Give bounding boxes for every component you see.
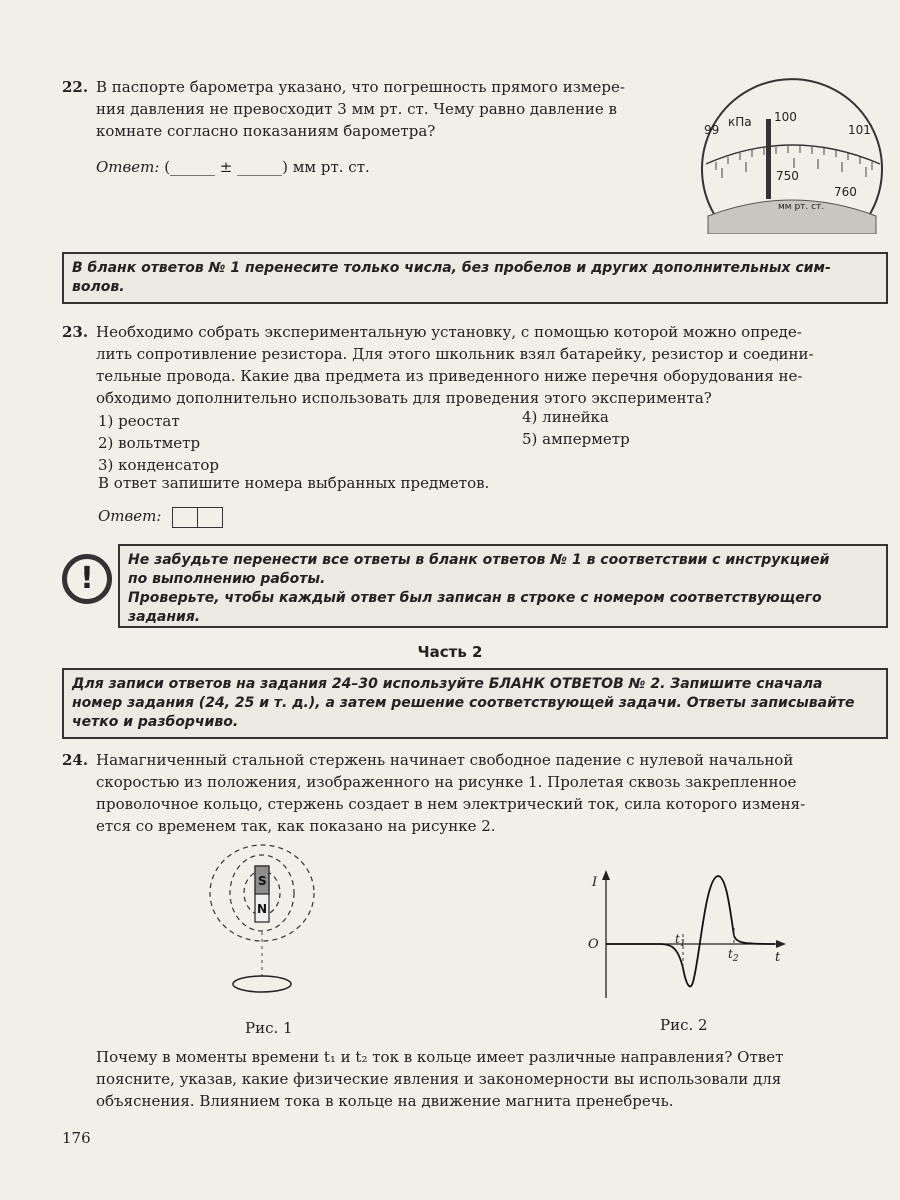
q23-instruction: В ответ запишите номера выбранных предметов.: [98, 474, 490, 492]
q23-answer-line: [98, 505, 223, 528]
gauge-label-760: 760: [834, 185, 857, 199]
gauge-label-99: 99: [704, 123, 720, 137]
question-text-line: Почему в моменты времени t₁ и t₂ ток в кольце имеет различные направления? Ответ: [96, 1048, 784, 1066]
figure-2-current-graph: [580, 868, 790, 1008]
options-left: [98, 410, 398, 476]
answer-line: [96, 156, 682, 178]
page-number: 176: [62, 1129, 91, 1147]
question-text-line: поясните, указав, какие физические явления и закономерности вы использовали для: [96, 1070, 782, 1088]
question-number: 22.: [62, 78, 89, 96]
answer-label: Ответ:: [98, 507, 162, 525]
notice-reminder: [62, 544, 888, 628]
question-text-line: ется со временем так, как показано на рисунке 2.: [96, 817, 496, 835]
option-2: 2) вольтметр: [98, 434, 201, 452]
axis-i-label: I: [592, 875, 598, 890]
figure-2-caption: Рис. 2: [660, 1016, 708, 1034]
question-22: [62, 76, 682, 178]
question-text-line: скоростью из положения, изображенного на рисунке 1. Пролетая сквозь закрепленное: [96, 773, 797, 791]
question-text-line: ния давления не превосходит 3 мм рт. ст. Чему равно давление в: [96, 100, 617, 118]
notice-line: В бланк ответов № 1 перенесите только числа, без пробелов и других дополнительных сим-: [72, 260, 831, 276]
question-text-line: проволочное кольцо, стержень создает в нем электрический ток, сила которого изменя-: [96, 795, 806, 813]
notice-line: четко и разборчиво.: [72, 714, 239, 730]
option-3: 3) конденсатор: [98, 456, 219, 474]
figure-1-magnet: [195, 840, 345, 1005]
notice-line: Для записи ответов на задания 24–30 используйте БЛАНК ОТВЕТОВ № 2. Запишите сначала: [72, 676, 823, 692]
reminder-box: [118, 544, 888, 628]
pole-n: N: [257, 902, 268, 916]
answer-template: (______ ± ______) мм рт. ст.: [164, 158, 370, 176]
gauge-unit-top: кПа: [728, 115, 752, 129]
question-23: [62, 321, 892, 409]
notice-line: Не забудьте перенести все ответы в бланк ответов № 1 в соответствии с инструкцией: [128, 552, 830, 568]
question-number: 24.: [62, 751, 89, 769]
answer-cell-2[interactable]: [198, 507, 223, 528]
notice-line: волов.: [72, 279, 125, 295]
question-text-line: В паспорте барометра указано, что погрешность прямого измере-: [96, 78, 625, 96]
part-2-title: Часть 2: [417, 643, 483, 661]
option-1: 1) реостат: [98, 412, 180, 430]
question-text-line: обходимо дополнительно использовать для проведения этого эксперимента?: [96, 389, 712, 407]
notice-answer-sheet-1: [62, 252, 888, 304]
wire-ring: [233, 976, 291, 992]
gauge-label-750: 750: [776, 169, 799, 183]
question-24: [62, 749, 892, 837]
figure-1-caption: Рис. 1: [245, 1019, 293, 1037]
notice-line: номер задания (24, 25 и т. д.), а затем решение соответствующей задачи. Ответы записывайте: [72, 695, 855, 711]
gauge-unit-bottom: мм рт. ст.: [778, 202, 825, 212]
question-24-prompt: [96, 1046, 892, 1112]
gauge-needle: [766, 119, 771, 199]
answer-label: Ответ:: [96, 158, 160, 176]
notice-part-2: [62, 668, 888, 739]
gauge-label-101: 101: [848, 123, 871, 137]
notice-line: Проверьте, чтобы каждый ответ был записан в строке с номером соответствующего: [128, 590, 822, 606]
question-text-line: Намагниченный стальной стержень начинает свободное падение с нулевой начальной: [96, 751, 794, 769]
question-text-line: тельные провода. Какие два предмета из приведенного ниже перечня оборудования не-: [96, 367, 803, 385]
t1-label: $t_1$: [675, 932, 686, 949]
current-curve: [606, 876, 775, 986]
question-number: 23.: [62, 323, 89, 341]
answer-cell-1[interactable]: [172, 507, 198, 528]
t2-label: $t_2$: [728, 947, 739, 964]
notice-line: по выполнению работы.: [128, 571, 326, 587]
option-5: 5) амперметр: [522, 430, 630, 448]
question-text-line: объяснения. Влиянием тока в кольце на движение магнита пренебречь.: [96, 1092, 674, 1110]
origin-label: O: [588, 937, 599, 952]
question-text-line: комнате согласно показаниям барометра?: [96, 122, 436, 140]
exclamation-icon: !: [62, 554, 112, 604]
axis-t-label: t: [775, 950, 781, 965]
pole-s: S: [258, 874, 267, 888]
gauge-label-100: 100: [774, 110, 797, 124]
barometer-gauge: [692, 64, 892, 234]
question-text-line: лить сопротивление резистора. Для этого школьник взял батарейку, резистор и соедини-: [96, 345, 814, 363]
options-right: [522, 406, 822, 450]
notice-line: задания.: [128, 609, 201, 625]
option-4: 4) линейка: [522, 408, 609, 426]
question-text-line: Необходимо собрать экспериментальную установку, с помощью которой можно опреде-: [96, 323, 802, 341]
